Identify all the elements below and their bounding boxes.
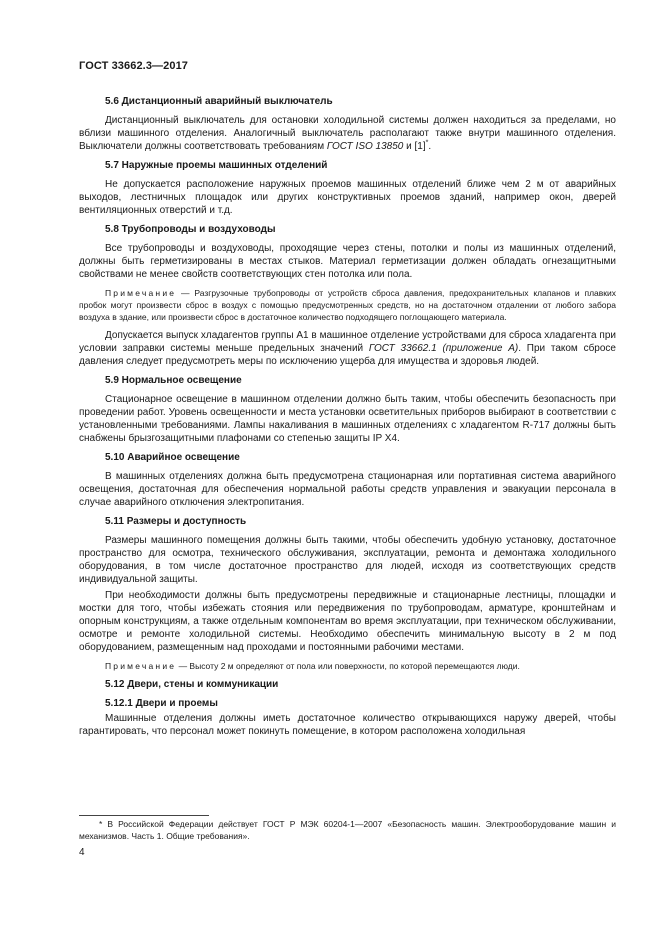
section-5-8-note xyxy=(79,287,616,323)
footnote: * В Российской Федерации действует ГОСТ Р МЭК 60204-1—2007 «Безопасность машин. Электрооборудование машин и механизмов. Часть 1. Общие требования». xyxy=(79,819,616,841)
section-5-8-paragraph: Все трубопроводы и воздуховоды, проходящие через стены, потолки и полы из машинных отделений, должны быть герметизированы в местах стыков. Материал герметизации должен обладать огнезащитными свойствами не менее свойств соответствующих стен потолка или пола. xyxy=(79,243,616,280)
section-5-7-paragraph: Не допускается расположение наружных проемов машинных отделений ближе чем 2 м от аварийных выходов, лестничных площадок или других конструктивных проемов зданий, например окон, дверей вентиляционных отверстий и т.д. xyxy=(79,179,616,216)
footnote-marker: * xyxy=(425,139,429,147)
section-heading-5-9: 5.9 Нормальное освещение xyxy=(105,375,242,386)
section-5-6-paragraph xyxy=(79,114,616,153)
section-heading-5-7: 5.7 Наружные проемы машинных отделений xyxy=(105,160,328,171)
section-5-11-paragraph: Размеры машинного помещения должны быть такими, чтобы обеспечить удобную установку, достаточное пространство для осмотра, технического обслуживания, эксплуатации, ремонта и демонтажа холодильного оборудования, в том числе достаточное пространство для людей, исходя из соответствующих средств индивидуальной защиты. xyxy=(79,535,616,585)
text-run: Допускается выпуск хладагентов группы А1 в машинное отделение устройствами для сброса хладагента при условии заправки системы меньше предельных значений xyxy=(79,330,616,354)
section-heading-5-12: 5.12 Двери, стены и коммуникации xyxy=(105,679,279,690)
standard-reference: ГОСТ 33662.1 (приложение А) xyxy=(368,343,519,354)
section-heading-5-8: 5.8 Трубопроводы и воздуховоды xyxy=(105,224,276,235)
section-5-8-paragraph-2 xyxy=(79,329,616,368)
text-run: . При таком сбросе давления следует предусмотреть меры по исключению ущерба для имущества и здоровья людей. xyxy=(79,343,616,367)
section-heading-5-10: 5.10 Аварийное освещение xyxy=(105,452,240,463)
section-5-11-note xyxy=(79,660,616,672)
section-heading-5-6: 5.6 Дистанционный аварийный выключатель xyxy=(105,96,333,107)
text-run: Дистанционный выключатель для остановки холодильной системы должен находиться за пределами, но вблизи машинного отделения. Аналогичный выключатель располагают также внутри машинного отделения. Выключатели должны соответствовать требованиям xyxy=(79,115,616,152)
section-5-12-1-paragraph: Машинные отделения должны иметь достаточное количество открывающихся наружу дверей, чтобы гарантировать, что персонал может покинуть помещение, в котором расположена холодильная xyxy=(79,713,616,737)
text-run: . xyxy=(428,141,432,152)
note-text: — Разгрузочные трубопроводы от устройств сброса давления, предохранительных клапанов и плавких пробок могут произвести сброс в воздух с помощью предусмотренных средств, но на достаточном отдалении от любого забора воздуха в здание, или произвести сброс в достаточное количество подходящего поглощающего материала. xyxy=(79,288,616,322)
section-5-11-paragraph-2: При необходимости должны быть предусмотрены передвижные и стационарные лестницы, площадки и мостки для того, чтобы избежать стояния или передвижения по трубопроводам, арматуре, кронштейнам и опорным конструкциям, а также отдельным компонентам во время эксплуатации, при техническом обслуживании, осмотре и ремонте холодильной системы. Необходимо обеспечить минимальную высоту в 2 м под оборудованием, размещенным над проходами и постоянными рабочими местами. xyxy=(79,590,616,653)
document-body xyxy=(79,95,616,744)
footnote-divider xyxy=(79,815,209,816)
text-run: и [1] xyxy=(403,141,426,152)
section-5-10-paragraph: В машинных отделениях должна быть предусмотрена стационарная или портативная система аварийного освещения, достаточная для обеспечения нормальной работы средств управления и эвакуации персонала в случае аварийного отключения электропитания. xyxy=(79,471,616,508)
subsection-heading-5-12-1: 5.12.1 Двери и проемы xyxy=(105,698,218,709)
note-label: Примечание xyxy=(105,288,177,298)
section-heading-5-11: 5.11 Размеры и доступность xyxy=(105,516,247,527)
section-5-9-paragraph: Стационарное освещение в машинном отделении должно быть таким, чтобы обеспечить безопасность при проведении работ. Уровень освещенности и места установки осветительных приборов выбирают в соответствии с установленными требованиями. Лампы накаливания в машинных отделениях с хладагентом R-717 должны быть снабжены брызгозащитными плафонами со степенью защиты IP X4. xyxy=(79,394,616,444)
note-text: — Высоту 2 м определяют от пола или поверхности, по которой перемещаются люди. xyxy=(176,661,520,671)
document-header: ГОСТ 33662.3—2017 xyxy=(79,60,189,72)
standard-reference: ГОСТ ISO 13850 xyxy=(326,141,404,152)
note-label: Примечание xyxy=(105,661,177,671)
page-number: 4 xyxy=(79,847,85,858)
